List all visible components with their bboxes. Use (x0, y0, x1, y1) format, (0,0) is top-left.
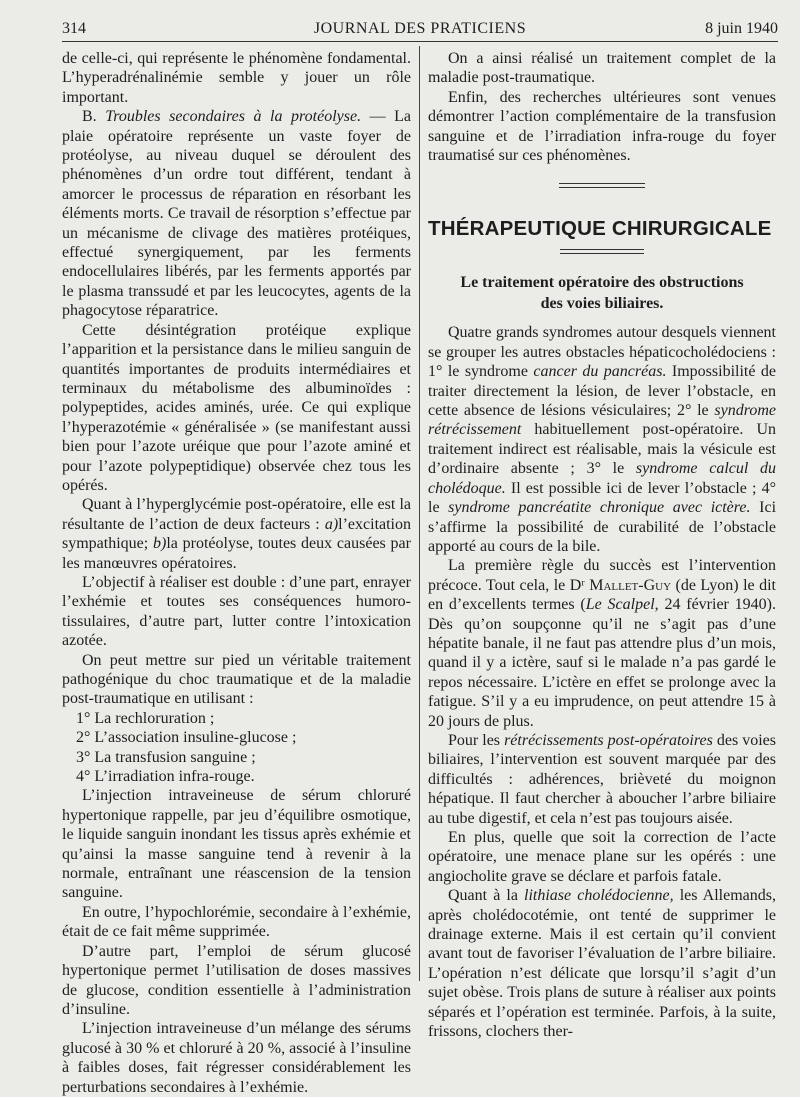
paragraph: On a ainsi réalisé un traitement complet de la maladie post-traumatique. (428, 50, 776, 87)
emphasis: cancer du pancréas. (533, 363, 667, 381)
paragraph-syndromes (428, 323, 776, 556)
paragraph: En plus, quelle que soit la correction de l’acte opératoire, une menace plane sur les opérés : une angiocholite grave se déclare et parfois fatale. (428, 829, 776, 885)
paragraph-text: — La plaie opératoire représente un vaste foyer de protéolyse, au niveau duquel se déroulent des phénomènes d’un ordre tout différent, tendant à amorcer le processus de réparation en résorbant les éléments morts. Ce travail de résorption s’effectue par un mécanisme de clivage des matières protéiques, effectué synergiquement, par les ferments endocellulaires libérés, par les ferments apportés par le plasma transsudé et par les leucocytes, agents de la phagocytose réparatrice. (62, 108, 412, 320)
running-header (62, 16, 778, 42)
paragraph-text: 24 février 1940). Dès qu’on soupçonne qu’il ne s’agit pas d’une hépatite banale, il ne faut pas attendre plus d’un mois, quand il y a ictère, sauf si le malade n’a pas gardé le repos nécessaire. L’ictère en effet se prolonge avec la fatigue. S’il y a eu imprudence, on peut attendre 15 à 20 jours de plus. (428, 596, 777, 730)
paragraph: Enfin, des recherches ultérieures sont venues démontrer l’action complémentaire de la transfusion sanguine et de l’irradiation infra-rouge du foyer traumatisé sur ces phénomènes. (428, 88, 776, 165)
title-underline (560, 249, 644, 254)
paragraph-text: La première règle du succès est l’intervention précoce. Tout cela, le Dʳ (428, 557, 776, 594)
list-marker: a) (324, 515, 339, 533)
paragraph-text: Quatre grands syndromes autour desquels viennent se grouper les autres obstacles hépaticocholédociens : 1° le syndrome (428, 324, 776, 381)
paragraph: En outre, l’hypochlorémie, secondaire à l’exhémie, était de ce fait même supprimée. (62, 903, 411, 941)
section-separator (559, 183, 645, 188)
paragraph-text: l’excitation sympathique; (62, 515, 411, 553)
paragraph: L’injection intraveineuse d’un mélange des sérums glucosé à 30 % et chloruré à 20 %, associé à l’insuline à faibles doses, fait régresser considérablement les perturbations secondaires à l’exhémie. (62, 1020, 411, 1096)
paragraph-text: Il est possible ici de lever l’obstacle ; 4° le (428, 479, 776, 517)
issue-date: 8 juin 1940 (705, 20, 778, 37)
page-number: 314 (62, 20, 86, 37)
list-item: 3° La transfusion sanguine ; (76, 748, 256, 766)
right-column (428, 49, 776, 1041)
list-item: 1° La rechloruration ; (76, 709, 215, 727)
paragraph: de celle-ci, qui représente le phénomène fondamental. L’hyperadrénalinémie semble y jouer un rôle important. (62, 50, 411, 106)
paragraph: D’autre part, l’emploi de sérum glucosé hypertonique permet l’utilisation de doses massives de glucose, condition essentielle à l’administration d’insuline. (62, 942, 411, 1018)
paragraph: On peut mettre sur pied un véritable traitement pathogénique du choc traumatique et de la maladie post-traumatique en utilisant : (62, 651, 411, 708)
paragraph-text: les Allemands, après cholédocotémie, ont tenté de supprimer le drainage externe. Mais il est certain qu’il convient avant tout de favoriser l’évaluation de l’arbre biliaire. L’opération n’est délicate que lorsqu’il s’agit d’un sujet obèse. Trois plans de suture à réaliser aux points séparés et l’opération est terminée. Parfois, à la suite, frissons, clochers ther- (428, 887, 776, 1041)
column-divider (419, 46, 420, 981)
emphasis: syndrome rétrécissement (428, 402, 776, 439)
paragraph: L’injection intraveineuse de sérum chloruré hypertonique rappelle, par jeu d’équilibre osmotique, le liquide sanguin inondant les tissus après exhémie et qu’ainsi la masse sanguine tend à revenir à la normale, entraînant une réascension de la tension sanguine. (62, 787, 411, 902)
citation-title: Le Scalpel, (585, 596, 659, 614)
paragraph-retrecissements (428, 731, 776, 828)
paragraph-text: des voies biliaires, l’intervention est souvent marquée par des difficultés : adhérences, brièveté du moignon hépatique. Il faut chercher à aboucher l’arbre biliaire au tube digestif, et cela n’est pas toujours aisée. (428, 731, 776, 827)
list-item: 2° L’association insuline-glucose ; (76, 729, 297, 747)
left-column (62, 49, 411, 1097)
paragraph-text: (de Lyon) le dit en d’excellents termes ( (428, 576, 777, 614)
journal-title: JOURNAL DES PRATICIENS (313, 20, 527, 37)
paragraph-text: habituellement post-opératoire. Un traitement indirect est réalisable, mais la vésicule est d’ordinaire absente ; 3° le (428, 421, 776, 478)
paragraph-lead: B. (82, 108, 106, 126)
paragraph-text: Quant à l’hyperglycémie post-opératoire, elle est la résultante de l’action de deux facteurs : (62, 496, 411, 533)
spacer (428, 314, 776, 323)
paragraph-text: la protéolyse, toutes deux causées par les manœuvres opératoires. (62, 535, 411, 572)
list-item: 4° L’irradiation infra-rouge. (76, 768, 255, 786)
paragraph-intervention (428, 556, 776, 731)
paragraph-text: Quant à la (448, 887, 525, 905)
emphasis: lithiase cholédocienne, (524, 887, 674, 905)
paragraph: Cette désintégration protéique explique l’apparition et la persistance dans le milieu sanguin de quantités importantes de produits intermédiaires et terminaux du métabolisme des albuminoïdes : polypeptides, acides aminés, urée. Ce qui explique l’hyperazotémie « généralisée » (se manifestant aussi bien pour l’azote uréique que pour l’azote aminé et pour l’azote polypeptidique) observée chez tous les opérés. (62, 321, 411, 494)
emphasis: rétrécissements post-opératoires (504, 731, 713, 749)
article-title (428, 272, 776, 314)
paragraph-hyperglycemie (62, 495, 411, 573)
paragraph: L’objectif à réaliser est double : d’une part, enrayer l’exhémie et toutes ses conséquences humoro-tissulaires, d’autre part, lutter contre l’intoxication azotée. (62, 573, 411, 650)
list-marker: b) (152, 535, 167, 553)
paragraph-text: Pour les (448, 731, 505, 749)
paragraph-text: Impossibilité de traiter directement la lésion, de lever l’obstacle, en cette absence de lésions vésiculaires; 2° le (428, 363, 777, 420)
paragraph-text: Ici s’affirme la possibilité de curabilité de l’obstacle apporté au cours de la bile. (428, 499, 777, 555)
emphasis: syndrome calcul du cholédoque. (428, 460, 776, 497)
author-name: Mallet-Guy (589, 576, 672, 594)
paragraph-lithiase (428, 886, 776, 1041)
header-rule (62, 41, 778, 42)
article-title-line: des voies biliaires. (540, 295, 664, 313)
section-title: THÉRAPEUTIQUE CHIRURGICALE (428, 217, 772, 241)
article-title-line: Le traitement opératoire des obstructions (460, 274, 744, 292)
subsection-heading: Troubles secondaires à la protéolyse. (105, 108, 362, 126)
paragraph-proteolyse (62, 107, 411, 320)
emphasis: syndrome pancréatite chronique avec ictère. (448, 499, 751, 517)
